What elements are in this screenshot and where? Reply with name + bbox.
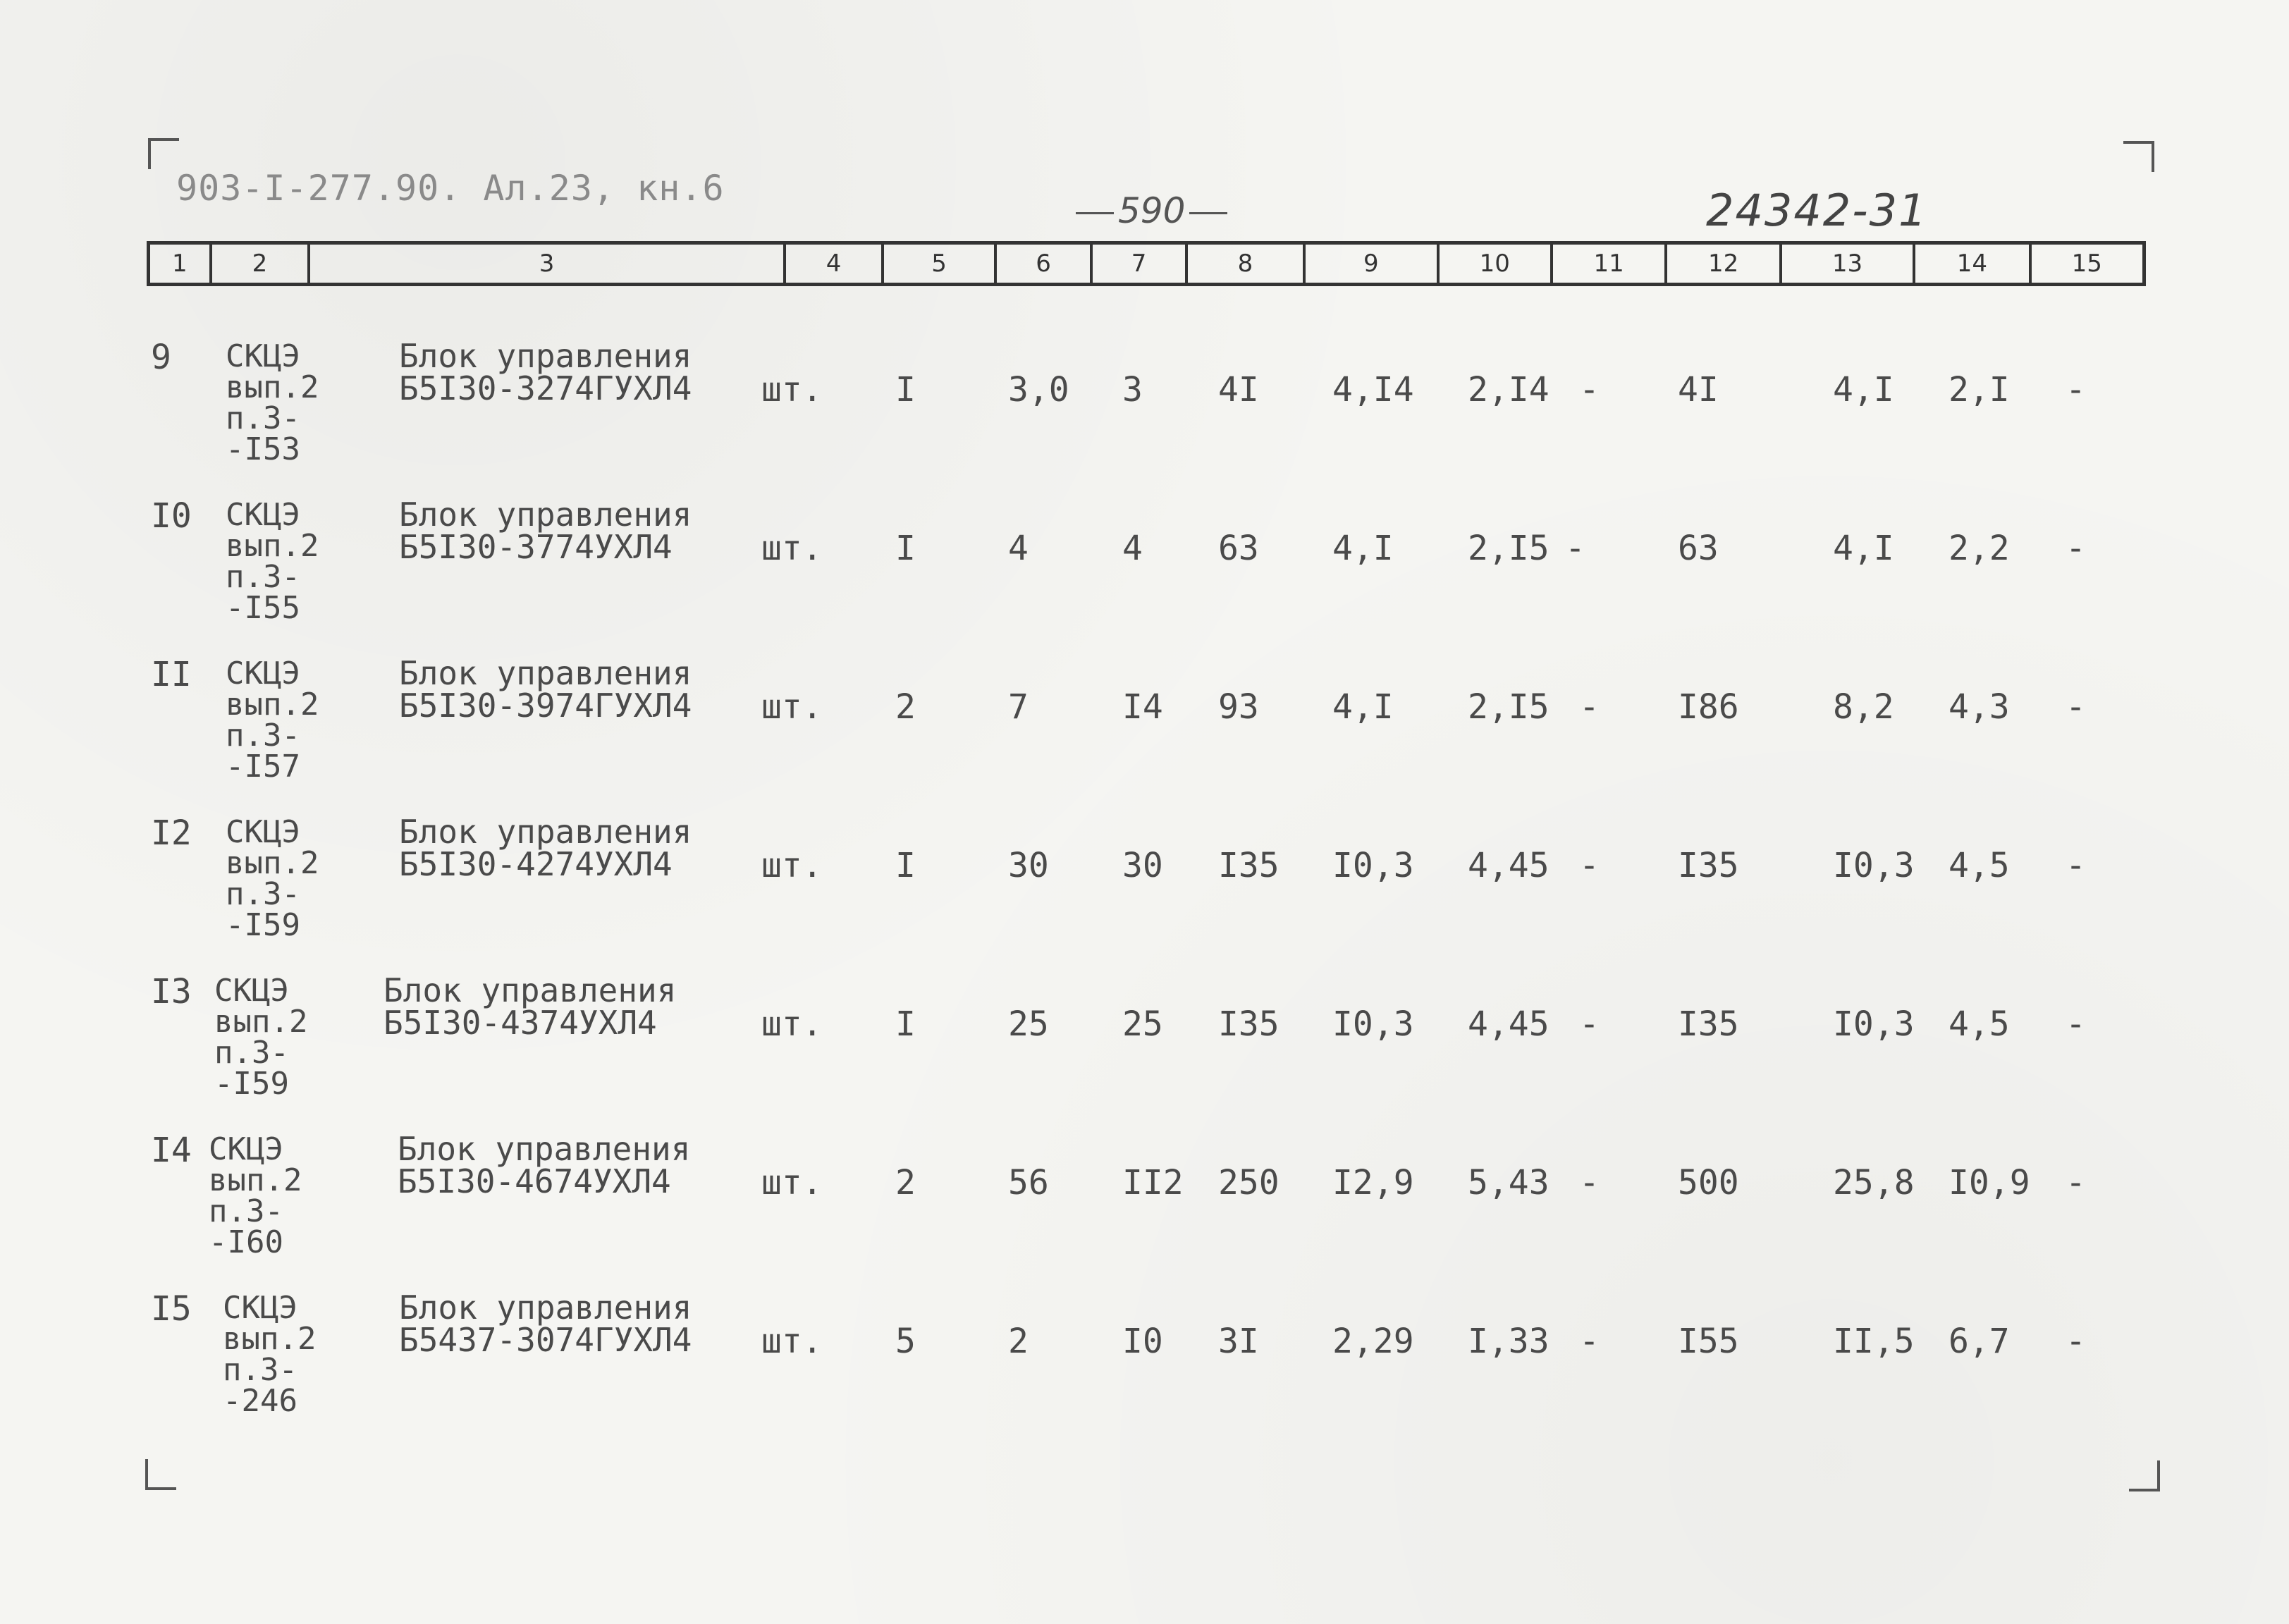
cell-col-15: - <box>2066 1163 2086 1202</box>
cell-col-6: 4 <box>1008 529 1029 568</box>
header-col-6: 6 <box>997 245 1093 283</box>
document-code: 903-I-277.90. Ал.23, кн.6 <box>176 168 725 209</box>
cell-col-8: 63 <box>1218 529 1259 568</box>
header-col-11: 11 <box>1553 245 1667 283</box>
cell-col-12: I35 <box>1678 846 1739 885</box>
header-col-8: 8 <box>1188 245 1306 283</box>
cell-col-6: 25 <box>1008 1004 1049 1044</box>
table-row <box>147 966 2146 1124</box>
cell-col-14: 2,I <box>1949 370 2010 410</box>
cell-name: Блок управления Б5I30-3274ГУХЛ4 <box>399 337 692 407</box>
cell-col-9: 4,I <box>1332 529 1394 568</box>
cell-col-14: 4,3 <box>1949 687 2010 727</box>
page-number-value: 590 <box>1118 190 1186 231</box>
cell-reference: СКЦЭ вып.2 п.3- -I57 <box>226 656 319 785</box>
cell-col-8: I35 <box>1218 1004 1279 1044</box>
cell-col-8: 3I <box>1218 1322 1259 1361</box>
cell-col-5: 5 <box>895 1322 916 1361</box>
cell-col-7: I4 <box>1122 687 1163 727</box>
cell-reference: СКЦЭ вып.2 п.3- -I59 <box>226 814 319 943</box>
table-body <box>147 331 2146 1441</box>
cell-col-12: I55 <box>1678 1322 1739 1361</box>
cell-row-number: I4 <box>151 1131 192 1170</box>
header-col-4: 4 <box>786 245 885 283</box>
table-row <box>147 1124 2146 1283</box>
cell-col-11: - <box>1579 846 1600 885</box>
cell-col-10: 4,45 <box>1468 846 1549 885</box>
corner-mark-top-left <box>148 138 179 169</box>
cell-col-5: I <box>895 1004 916 1044</box>
cell-col-13: 4,I <box>1833 370 1894 410</box>
cell-reference: СКЦЭ вып.2 п.3- -I60 <box>209 1131 302 1260</box>
cell-col-15: - <box>2066 687 2086 727</box>
cell-col-14: 2,2 <box>1949 529 2010 568</box>
cell-unit: шт. <box>761 687 823 727</box>
page-number <box>1072 190 1232 231</box>
cell-col-13: 8,2 <box>1833 687 1894 727</box>
cell-col-11: - <box>1579 370 1600 410</box>
table-row <box>147 648 2146 807</box>
cell-col-13: II,5 <box>1833 1322 1915 1361</box>
cell-row-number: I5 <box>151 1289 192 1329</box>
corner-mark-bottom-right <box>2129 1460 2160 1491</box>
cell-reference: СКЦЭ вып.2 п.3- -246 <box>223 1290 317 1419</box>
cell-unit: шт. <box>761 1004 823 1044</box>
cell-name: Блок управления Б5I30-4674УХЛ4 <box>398 1130 691 1200</box>
cell-col-7: 25 <box>1122 1004 1163 1044</box>
cell-col-7: I0 <box>1122 1322 1163 1361</box>
cell-col-9: 4,I <box>1332 687 1394 727</box>
cell-col-14: 4,5 <box>1949 1004 2010 1044</box>
header-col-14: 14 <box>1915 245 2031 283</box>
cell-col-6: 2 <box>1008 1322 1029 1361</box>
cell-col-14: I0,9 <box>1949 1163 2030 1202</box>
cell-col-9: 2,29 <box>1332 1322 1414 1361</box>
cell-unit: шт. <box>761 846 823 885</box>
cell-col-9: I0,3 <box>1332 846 1414 885</box>
cell-col-12: I86 <box>1678 687 1739 727</box>
cell-col-13: I0,3 <box>1833 846 1915 885</box>
header-col-7: 7 <box>1093 245 1188 283</box>
header-col-3: 3 <box>310 245 786 283</box>
cell-col-10: 4,45 <box>1468 1004 1549 1044</box>
cell-name: Блок управления Б5I30-3774УХЛ4 <box>399 496 692 566</box>
header-col-10: 10 <box>1440 245 1553 283</box>
table-header <box>147 241 2146 286</box>
header-col-1: 1 <box>150 245 212 283</box>
table-row <box>147 331 2146 490</box>
cell-col-13: 25,8 <box>1833 1163 1915 1202</box>
header-col-12: 12 <box>1667 245 1781 283</box>
corner-mark-top-right <box>2123 141 2154 172</box>
cell-col-11: - <box>1579 687 1600 727</box>
header-col-9: 9 <box>1306 245 1439 283</box>
header-col-15: 15 <box>2071 250 2102 278</box>
cell-unit: шт. <box>761 370 823 410</box>
cell-col-15: - <box>2066 1004 2086 1044</box>
cell-col-7: 4 <box>1122 529 1143 568</box>
cell-row-number: I2 <box>151 813 192 853</box>
cell-col-11: - <box>1579 1322 1600 1361</box>
cell-col-10: 5,43 <box>1468 1163 1549 1202</box>
cell-row-number: I3 <box>151 972 192 1011</box>
cell-col-6: 56 <box>1008 1163 1049 1202</box>
cell-col-9: I2,9 <box>1332 1163 1414 1202</box>
cell-reference: СКЦЭ вып.2 п.3- -I53 <box>226 338 319 467</box>
cell-col-15: - <box>2066 370 2086 410</box>
cell-col-8: 250 <box>1218 1163 1279 1202</box>
cell-col-10: 2,I5 <box>1468 529 1549 568</box>
header-col-5: 5 <box>884 245 996 283</box>
cell-col-12: 4I <box>1678 370 1719 410</box>
cell-col-7: 3 <box>1122 370 1143 410</box>
cell-col-12: I35 <box>1678 1004 1739 1044</box>
cell-col-7: II2 <box>1122 1163 1184 1202</box>
table-row <box>147 490 2146 648</box>
cell-col-6: 30 <box>1008 846 1049 885</box>
cell-col-13: 4,I <box>1833 529 1894 568</box>
cell-col-8: I35 <box>1218 846 1279 885</box>
cell-name: Блок управления Б5I30-3974ГУХЛ4 <box>399 654 692 725</box>
cell-col-10: 2,I5 <box>1468 687 1549 727</box>
cell-col-15: - <box>2066 529 2086 568</box>
cell-col-5: I <box>895 529 916 568</box>
cell-name: Блок управления Б5I30-4374УХЛ4 <box>383 971 677 1042</box>
cell-reference: СКЦЭ вып.2 п.3- -I59 <box>214 973 308 1102</box>
cell-col-9: 4,I4 <box>1332 370 1414 410</box>
table-row <box>147 807 2146 966</box>
cell-name: Блок управления Б5I30-4274УХЛ4 <box>399 813 692 883</box>
cell-col-6: 7 <box>1008 687 1029 727</box>
cell-col-13: I0,3 <box>1833 1004 1915 1044</box>
cell-col-5: 2 <box>895 687 916 727</box>
cell-row-number: I0 <box>151 496 192 536</box>
cell-col-12: 500 <box>1678 1163 1739 1202</box>
cell-col-15: - <box>2066 846 2086 885</box>
cell-unit: шт. <box>761 529 823 568</box>
cell-col-8: 4I <box>1218 370 1259 410</box>
table-row <box>147 1283 2146 1441</box>
cell-col-10: 2,I4 <box>1468 370 1549 410</box>
cell-col-11: - <box>1565 529 1585 568</box>
cell-col-5: I <box>895 846 916 885</box>
cell-row-number: II <box>151 655 192 694</box>
cell-unit: шт. <box>761 1163 823 1202</box>
cell-col-5: 2 <box>895 1163 916 1202</box>
cell-col-5: I <box>895 370 916 410</box>
cell-col-15: - <box>2066 1322 2086 1361</box>
cell-col-14: 6,7 <box>1949 1322 2010 1361</box>
cell-col-6: 3,0 <box>1008 370 1069 410</box>
header-col-13: 13 <box>1782 245 1915 283</box>
cell-col-9: I0,3 <box>1332 1004 1414 1044</box>
cell-row-number: 9 <box>151 338 171 377</box>
cell-col-8: 93 <box>1218 687 1259 727</box>
cell-col-7: 30 <box>1122 846 1163 885</box>
corner-mark-bottom-left <box>145 1459 176 1490</box>
cell-name: Блок управления Б5437-3074ГУХЛ4 <box>399 1288 692 1359</box>
cell-col-11: - <box>1579 1004 1600 1044</box>
header-col-2: 2 <box>212 245 311 283</box>
sheet-id: 24342-31 <box>1706 185 1928 236</box>
cell-col-11: - <box>1579 1163 1600 1202</box>
cell-reference: СКЦЭ вып.2 п.3- -I55 <box>226 497 319 626</box>
cell-unit: шт. <box>761 1322 823 1361</box>
cell-col-12: 63 <box>1678 529 1719 568</box>
cell-col-10: I,33 <box>1468 1322 1549 1361</box>
cell-col-14: 4,5 <box>1949 846 2010 885</box>
